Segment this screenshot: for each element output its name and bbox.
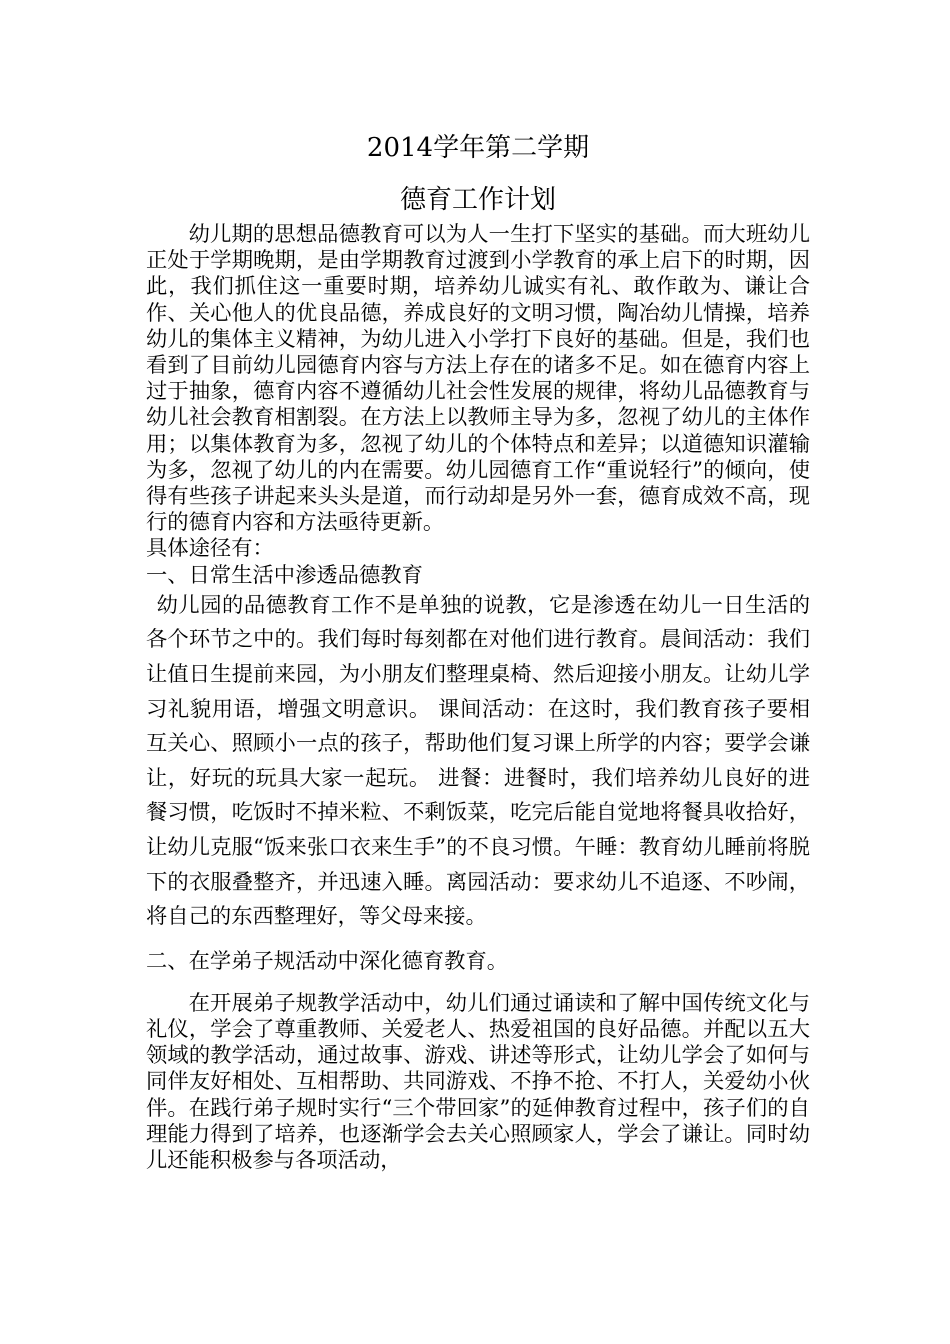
section2-heading: 二、在学弟子规活动中深化德育教育。 xyxy=(146,948,509,974)
section2-body: 在开展弟子规教学活动中，幼儿们通过诵读和了解中国传统文化与礼仪，学会了尊重教师、关爱老人、热爱祖国的良好品德。并配以五大领域的教学活动，通过故事、游戏、讲述等形式，让幼儿学会了如何与同伴友好相处、互相帮助、共同游戏、不挣不抢、不打人，关爱幼小伙伴。在践行弟子规时实行“三个带回家”的延伸教育过程中，孩子们的自理能力得到了培养，也逐渐学会去关心照顾家人，学会了谦让。同时幼儿还能积极参与各项活动， xyxy=(146,990,810,1173)
document-page xyxy=(146,128,810,1174)
document-title-line1: 2014学年第二学期 xyxy=(366,133,590,163)
intro-paragraph: 幼儿期的思想品德教育可以为人一生打下坚实的基础。而大班幼儿正处于学期晚期，是由学期教育过渡到小学教育的承上启下的时期，因此，我们抓住这一重要时期，培养幼儿诚实有礼、敢作敢为、谦让合作、关心他人的优良品德，养成良好的文明习惯，陶冶幼儿情操，培养幼儿的集体主义精神，为幼儿进入小学打下良好的基础。但是，我们也看到了目前幼儿园德育内容与方法上存在的诸多不足。如在德育内容上过于抽象，德育内容不遵循幼儿社会性发展的规律，将幼儿品德教育与幼儿社会教育相割裂。在方法上以教师主导为多，忽视了幼儿的主体作用；以集体教育为多，忽视了幼儿的个体特点和差异；以道德知识灌输为多，忽视了幼儿的内在需要。幼儿园德育工作“重说轻行”的倾向，使得有些孩子讲起来头头是道，而行动却是另外一套，德育成效不高，现行的德育内容和方法亟待更新。 xyxy=(146,222,810,536)
document-title-line2: 德育工作计划 xyxy=(399,185,556,215)
section1-body: 幼儿园的品德教育工作不是单独的说教，它是渗透在幼儿一日生活的各个环节之中的。我们每时每刻都在对他们进行教育。晨间活动：我们让值日生提前来园，为小朋友们整理桌椅、然后迎接小朋友。让幼儿学习礼貌用语，增强文明意识。 课间活动：在这时，我们教育孩子要相互关心、照顾小一点的孩子，帮助他们复习课上所学的内容；要学会谦让，好玩的玩具大家一起玩。 进餐：进餐时，我们培养幼儿良好的进餐习惯，吃饭时不掉米粒、不剩饭菜，吃完后能自觉地将餐具收拾好，让幼儿克服“饭来张口衣来生手”的不良习惯。午睡：教育幼儿睡前将脱下的衣服叠整齐，并迅速入睡。离园活动：要求幼儿不追逐、不吵闹，将自己的东西整理好，等父母来接。 xyxy=(146,592,810,930)
section1-heading: 一、日常生活中渗透品德教育 xyxy=(146,562,423,588)
ways-label: 具体途径有： xyxy=(146,536,274,562)
